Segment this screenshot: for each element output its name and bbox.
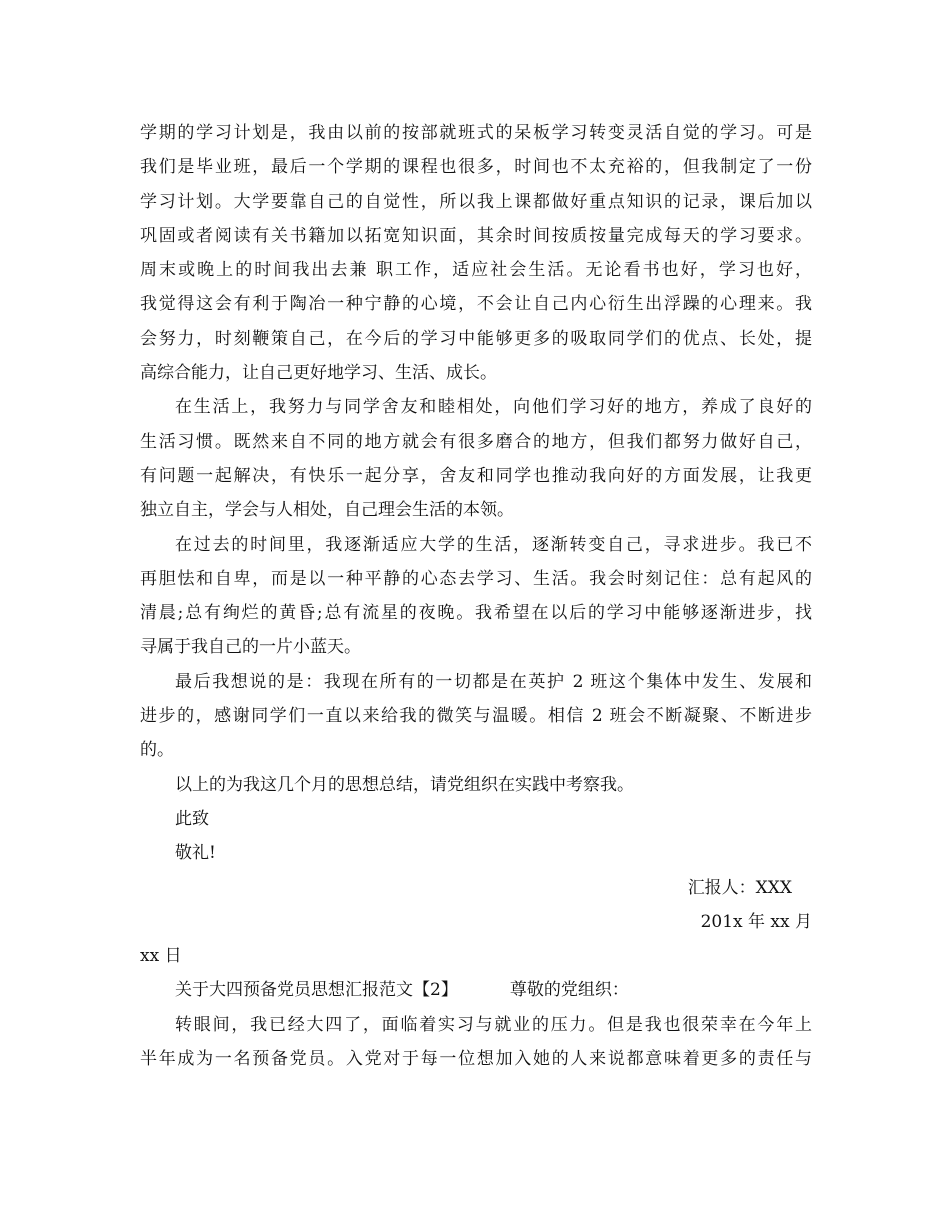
report-date: 201x 年 xx 月 [700,911,812,932]
text-line: 寻属于我自己的一片小蓝天。 [140,637,361,658]
text-line: 最后我想说的是：我现在所有的一切都是在英护 2 班这个集体中发生、发展和 [175,671,812,692]
text-line: 转眼间，我已经大四了，面临着实习与就业的压力。但是我也很荣幸在今年上 [175,1014,812,1035]
text-line: 我觉得这会有利于陶冶一种宁静的心境，不会让自己内心衍生出浮躁的心理来。我 [140,294,812,315]
text-line: 巩固或者阅读有关书籍加以拓宽知识面，其余时间按质按量完成每天的学习要求。 [140,225,812,246]
text-line: 以上的为我这几个月的思想总结，请党组织在实践中考察我。 [175,774,634,795]
text-line: 在过去的时间里，我逐渐适应大学的生活，逐渐转变自己，寻求进步。我已不 [175,534,812,555]
text-line: 再胆怯和自卑，而是以一种平静的心态去学习、生活。我会时刻记住：总有起风的 [140,568,812,589]
text-line: 有问题一起解决，有快乐一起分享，舍友和同学也推动我向好的方面发展，让我更 [140,465,812,486]
next-article-heading-line [140,973,812,1007]
salutation-line: 敬礼! [175,843,216,864]
text-line: 的。 [140,740,174,761]
document-body [140,116,812,1076]
next-article-heading: 关于大四预备党员思想汇报范文【2】 [175,980,458,1001]
salutation-line: 此致 [175,808,209,829]
text-line: 生活习惯。既然来自不同的地方就会有很多磨合的地方，但我们都努力做好自己， [140,431,812,452]
text-line: 高综合能力，让自己更好地学习、生活、成长。 [140,363,497,384]
text-line: 我们是毕业班，最后一个学期的课程也很多，时间也不太充裕的，但我制定了一份 [140,157,812,178]
reporter-signature: 汇报人：XXX [687,877,792,898]
text-line: 清晨;总有绚烂的黄昏;总有流星的夜晚。我希望在以后的学习中能够逐渐进步，找 [140,603,812,624]
report-date-day: xx 日 [140,946,182,967]
text-line: 周末或晚上的时间我出去兼 职工作，适应社会生活。无论看书也好，学习也好， [140,260,812,281]
text-line: 半年成为一名预备党员。入党对于每一位想加入她的人来说都意味着更多的责任与 [140,1049,812,1070]
text-line: 学习计划。大学要靠自己的自觉性，所以我上课都做好重点知识的记录，课后加以 [140,191,812,212]
text-line: 独立自主，学会与人相处，自己理会生活的本领。 [140,500,514,521]
text-line: 会努力，时刻鞭策自己，在今后的学习中能够更多的吸取同学们的优点、长处，提 [140,328,812,349]
text-line: 在生活上，我努力与同学舍友和睦相处，向他们学习好的地方，养成了良好的 [175,397,812,418]
text-line: 进步的，感谢同学们一直以来给我的微笑与温暖。相信 2 班会不断凝聚、不断进步 [140,706,812,727]
text-line: 学期的学习计划是，我由以前的按部就班式的呆板学习转变灵活自觉的学习。可是 [140,123,812,143]
next-article-greeting: 尊敬的党组织： [509,980,629,1001]
